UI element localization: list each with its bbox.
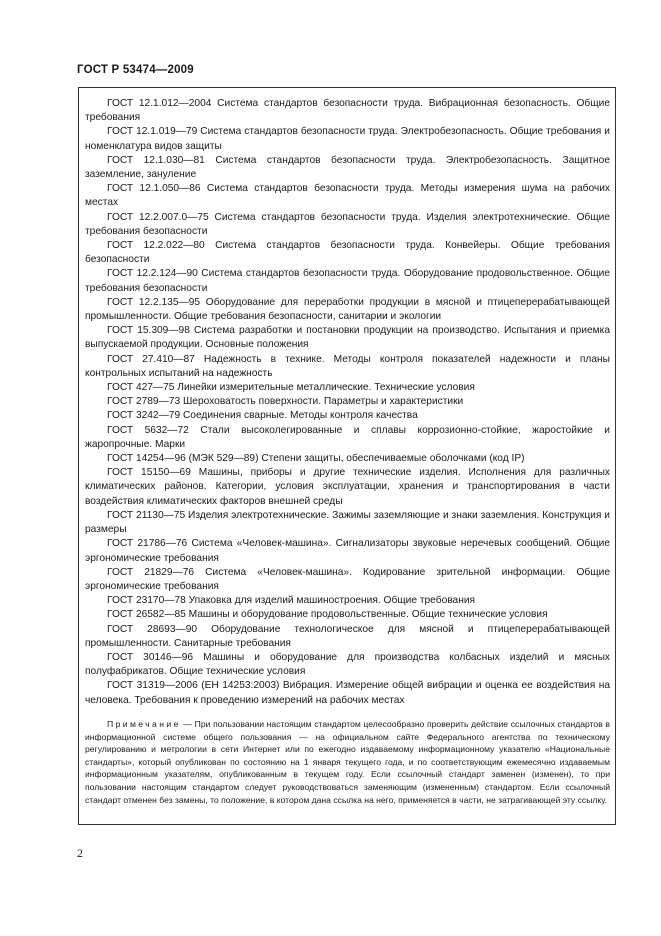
reference-item: ГОСТ 12.2.124—90 Система стандартов безопасности труда. Оборудование продовольственное. Общие требования безопасности bbox=[85, 268, 610, 294]
reference-item: ГОСТ 12.1.012—2004 Система стандартов безопасности труда. Вибрационная безопасность. Общие требования bbox=[85, 98, 610, 124]
reference-item: ГОСТ 12.2.135—95 Оборудование для переработки продукции в мясной и птицеперерабатывающей промышленности. Общие требования безопасности, санитарии и экологии bbox=[85, 296, 610, 323]
reference-item: ГОСТ 21829—76 Система «Человек-машина». Кодирование зрительной информации. Общие эргономические требования bbox=[85, 566, 610, 592]
document-header: ГОСТ Р 53474—2009 bbox=[77, 64, 194, 76]
reference-item: ГОСТ 427—75 Линейки измерительные металлические. Технические условия bbox=[107, 382, 475, 394]
note-label: Примечание bbox=[107, 719, 181, 729]
note-text: — При пользовании настоящим стандартом целесообразно проверить действие ссылочных стандартов в информационной системе общего пользования — на официальном сайте Федерального агентства по техническому регулированию и метрологии в сети Интернет или по ежегодно издаваемому информационному указателю «Национальные стандарты», который опубликован по состоянию на 1 января текущего года, и по соответствующим ежемесячно издаваемым информационным указателям, опубликованным в текущем году. Если ссылочный стандарт заменен (изменен), то при пользовании настоящим стандартом следует руководствоваться заменяющим (измененным) стандартом. Если ссылочный стандарт отменен без замены, то положение, в котором дана ссылка на него, применяется в части, не затрагивающей эту ссылку. bbox=[85, 719, 610, 805]
note-paragraph bbox=[85, 718, 610, 806]
reference-item: ГОСТ 30146—96 Машины и оборудование для производства колбасных изделий и мясных полуфабрикатов. Общие технические условия bbox=[85, 651, 610, 678]
reference-item: ГОСТ 12.1.019—79 Система стандартов безопасности труда. Электробезопасность. Общие требования и номенклатура видов защиты bbox=[85, 126, 610, 152]
reference-item: ГОСТ 12.1.050—86 Система стандартов безопасности труда. Методы измерения шума на рабочих местах bbox=[85, 183, 610, 209]
reference-item: ГОСТ 14254—96 (МЭК 529—89) Степени защиты, обеспечиваемые оболочками (код IP) bbox=[107, 453, 525, 465]
reference-item: ГОСТ 3242—79 Соединения сварные. Методы контроля качества bbox=[107, 410, 418, 422]
reference-item: ГОСТ 15.309—98 Система разработки и постановки продукции на производство. Испытания и приемка выпускаемой продукции. Основные положения bbox=[85, 325, 610, 351]
reference-item: ГОСТ 15150—69 Машины, приборы и другие технические изделия. Исполнения для различных климатических районов. Категории, условия эксплуатации, хранения и транспортирования в части воздействия климатических факторов внешней среды bbox=[85, 467, 610, 507]
reference-item: ГОСТ 2789—73 Шероховатость поверхности. Параметры и характеристики bbox=[107, 396, 464, 408]
reference-item: ГОСТ 28693—90 Оборудование технологическое для мясной и птицеперерабатывающей промышленности. Санитарные требования bbox=[85, 623, 610, 649]
normative-references-list bbox=[85, 97, 610, 708]
reference-item: ГОСТ 12.2.022—80 Система стандартов безопасности труда. Конвейеры. Общие требования безопасности bbox=[85, 240, 610, 266]
reference-item: ГОСТ 21130—75 Изделия электротехнические. Зажимы заземляющие и знаки заземления. Конструкция и размеры bbox=[85, 509, 610, 536]
content-frame bbox=[78, 87, 616, 825]
reference-item: ГОСТ 23170—78 Упаковка для изделий машиностроения. Общие требования bbox=[107, 595, 476, 607]
reference-item: ГОСТ 27.410—87 Надежность в технике. Методы контроля показателей надежности и планы контрольных испытаний на надежность bbox=[85, 353, 610, 379]
reference-item: ГОСТ 31319—2006 (ЕН 14253:2003) Вибрация. Измерение общей вибрации и оценка ее воздействия на человека. Требования к проведению измерений на рабочих местах bbox=[85, 680, 610, 706]
reference-item: ГОСТ 5632—72 Стали высоколегированные и сплавы коррозионно-стойкие, жаростойкие и жаропрочные. Марки bbox=[85, 424, 610, 450]
reference-item: ГОСТ 12.1.030—81 Система стандартов безопасности труда. Электробезопасность. Защитное заземление, зануление bbox=[85, 154, 610, 181]
reference-item: ГОСТ 26582—85 Машины и оборудование продовольственные. Общие технические условия bbox=[107, 609, 548, 621]
reference-item: ГОСТ 12.2.007.0—75 Система стандартов безопасности труда. Изделия электротехнические. Общие требования безопасности bbox=[85, 211, 610, 237]
reference-item: ГОСТ 21786—76 Система «Человек-машина». Сигнализаторы звуковые неречевых сообщений. Общие эргономические требования bbox=[85, 538, 610, 564]
page-number: 2 bbox=[77, 846, 83, 860]
